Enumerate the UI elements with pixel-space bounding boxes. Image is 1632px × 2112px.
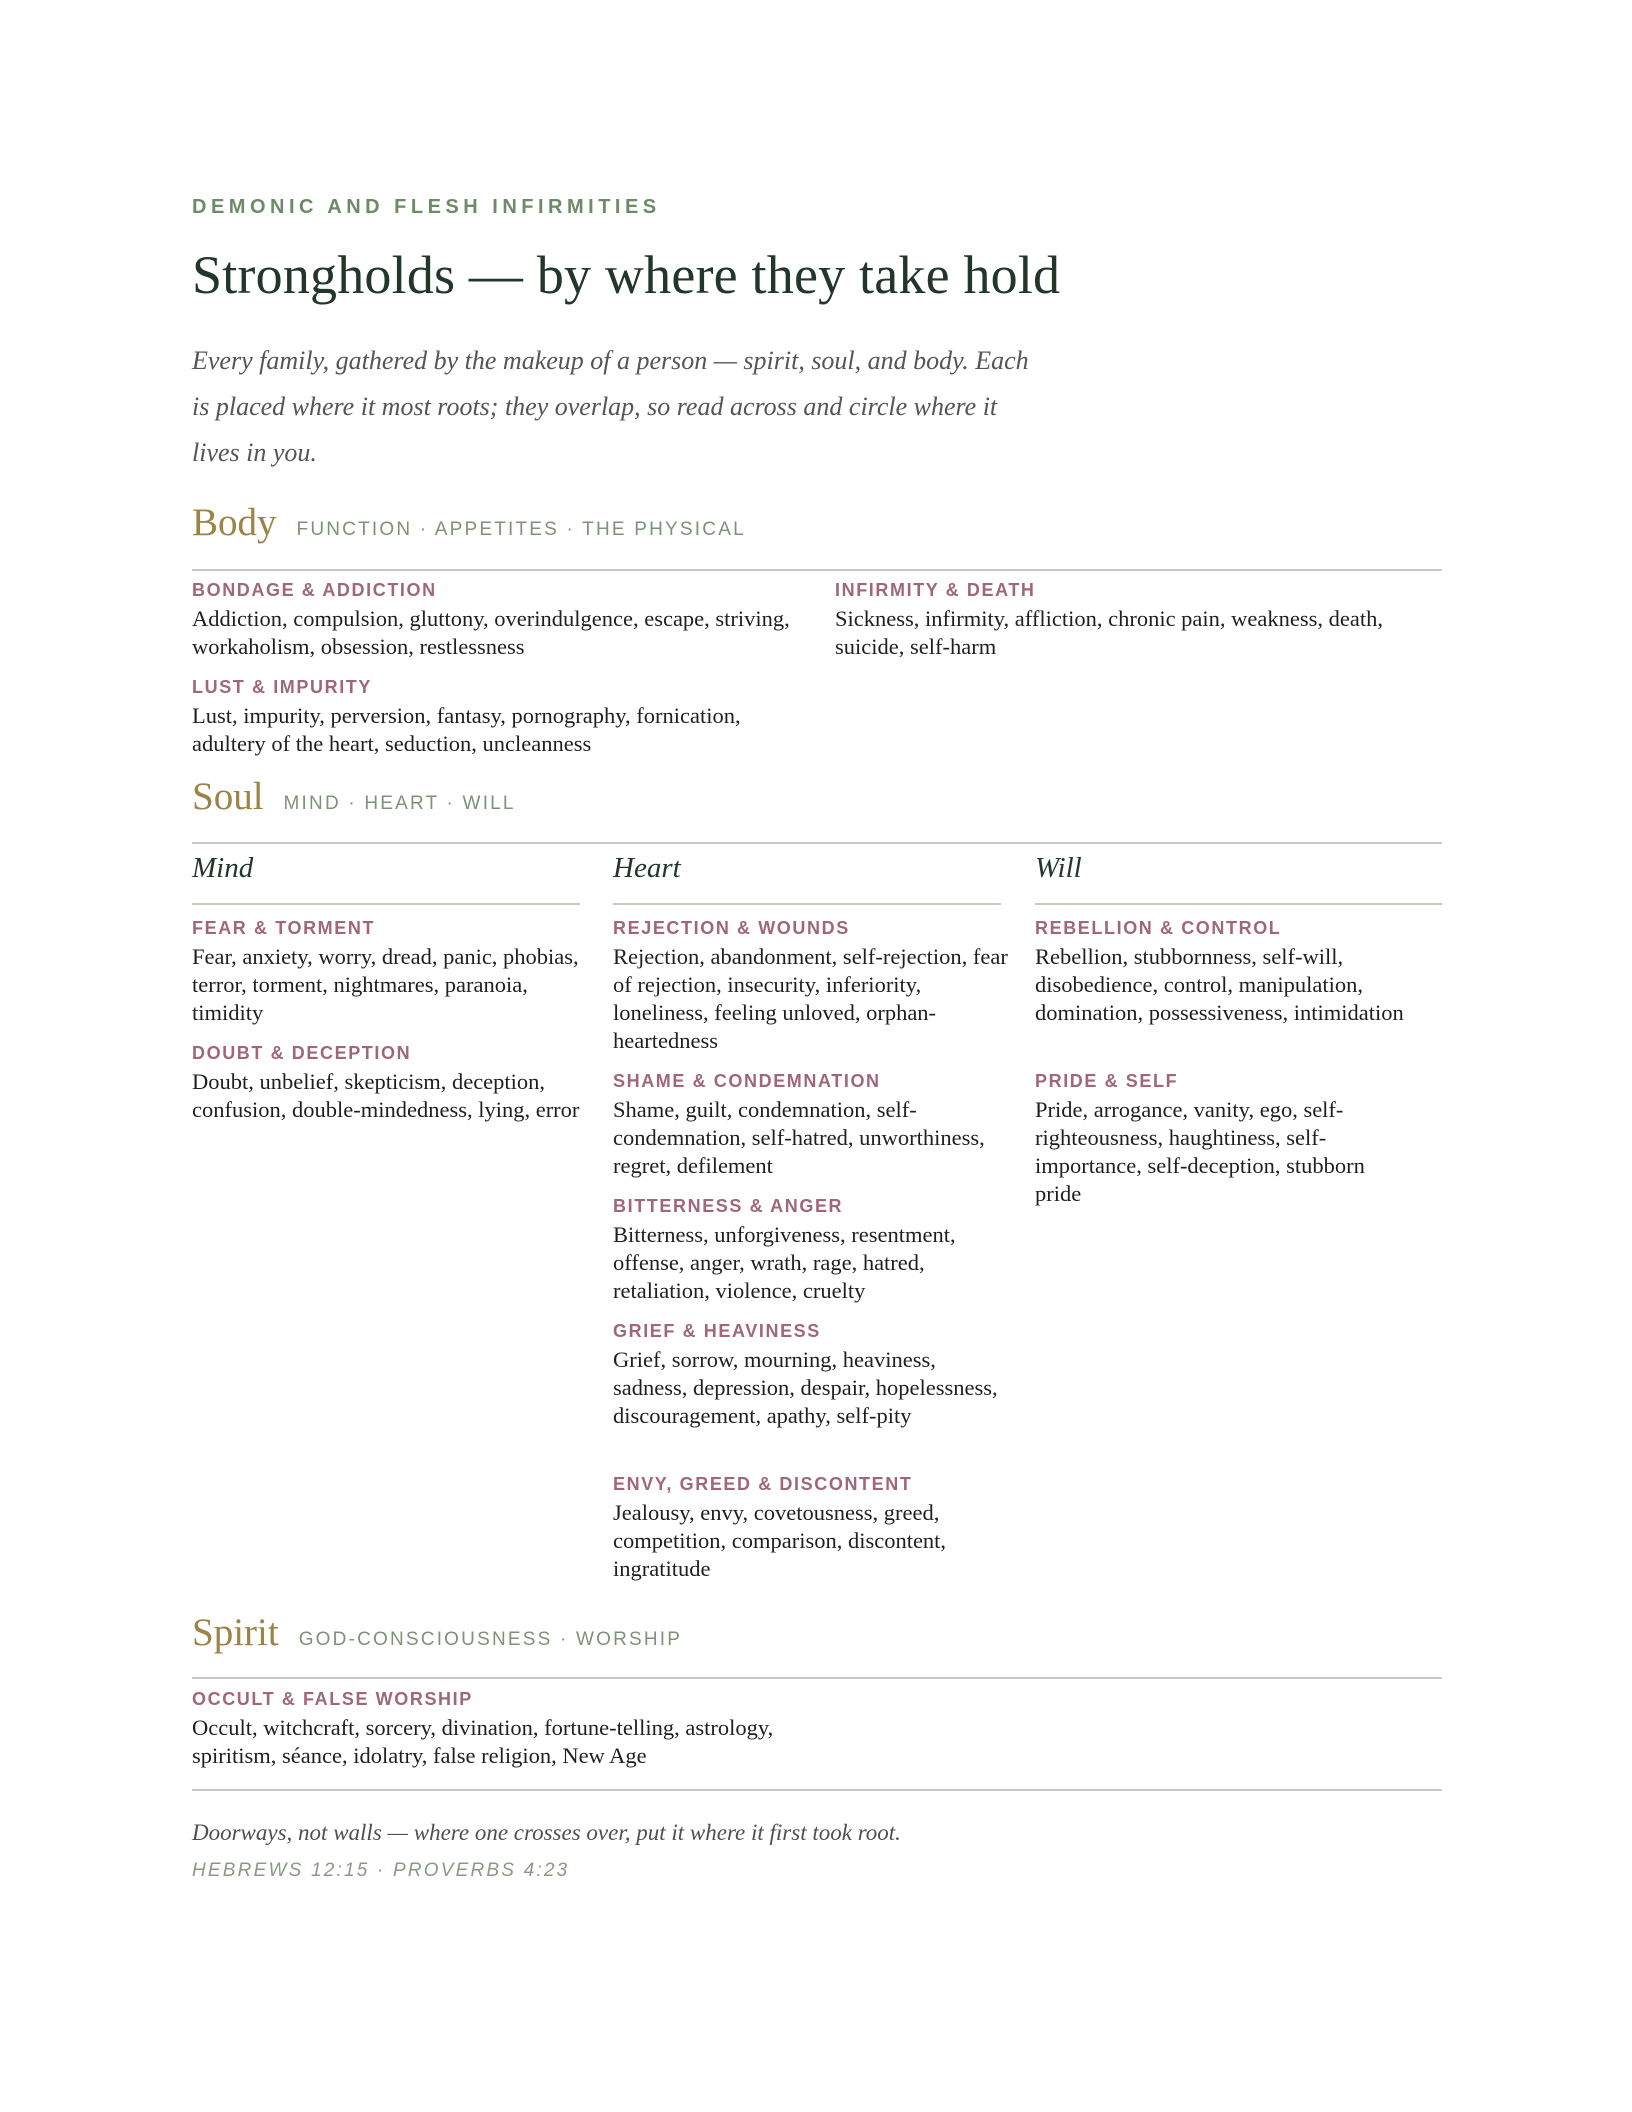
spirit-section-title: Spirit — [192, 1611, 279, 1654]
category-items: Rejection, abandonment, self-rejection, fear of rejection, insecurity, inferiority, loneliness, feeling unloved, orphan-heartedness — [613, 944, 1008, 1053]
soul-divider — [192, 842, 1442, 844]
intro-paragraph: Every family, gathered by the makeup of a person — spirit, soul, and body. Each is placed where it most roots; they overlap, so read across and circle where it lives in you. — [192, 346, 1029, 467]
category-label: DOUBT & DECEPTION — [192, 1043, 412, 1063]
category-label: BONDAGE & ADDICTION — [192, 580, 437, 600]
mind-category-fear — [192, 918, 587, 1027]
body-category-lust — [192, 677, 802, 758]
category-label: OCCULT & FALSE WORSHIP — [192, 1689, 473, 1709]
category-items: Pride, arrogance, vanity, ego, self-righteousness, haughtiness, self-importance, self-deception, stubborn pride — [1035, 1097, 1365, 1206]
spirit-divider — [192, 1677, 1442, 1679]
spirit-section-subtitle: GOD-CONSCIOUSNESS · WORSHIP — [298, 1629, 683, 1650]
footer-divider — [192, 1789, 1442, 1791]
mind-category-doubt — [192, 1043, 592, 1124]
body-section-header — [192, 500, 1442, 545]
category-label: LUST & IMPURITY — [192, 677, 372, 697]
soul-section-header — [192, 774, 1442, 819]
category-label: REBELLION & CONTROL — [1035, 918, 1282, 938]
category-items: Shame, guilt, condemnation, self-condemnation, self-hatred, unworthiness, regret, defilement — [613, 1097, 985, 1178]
heart-category-shame — [613, 1071, 1013, 1180]
soul-section-subtitle: MIND · HEART · WILL — [283, 793, 516, 814]
body-section-subtitle: FUNCTION · APPETITES · THE PHYSICAL — [296, 519, 746, 540]
category-items: Lust, impurity, perversion, fantasy, pornography, fornication, adultery of the heart, seduction, uncleanness — [192, 703, 741, 756]
category-items: Occult, witchcraft, sorcery, divination, fortune-telling, astrology, spiritism, séance, idolatry, false religion, New Age — [192, 1715, 774, 1768]
category-label: INFIRMITY & DEATH — [835, 580, 1036, 600]
category-items: Fear, anxiety, worry, dread, panic, phobias, terror, torment, nightmares, paranoia, timidity — [192, 944, 579, 1025]
category-items: Rebellion, stubbornness, self-will, disobedience, control, manipulation, domination, possessiveness, intimidation — [1035, 944, 1404, 1025]
category-label: GRIEF & HEAVINESS — [613, 1321, 821, 1341]
soul-section-title: Soul — [192, 775, 264, 818]
category-items: Bitterness, unforgiveness, resentment, offense, anger, wrath, rage, hatred, retaliation, violence, cruelty — [613, 1222, 956, 1303]
spirit-category-occult — [192, 1689, 792, 1770]
body-divider — [192, 569, 1442, 571]
will-category-rebellion — [1035, 918, 1435, 1027]
body-category-infirmity — [835, 580, 1445, 661]
category-label: PRIDE & SELF — [1035, 1071, 1179, 1091]
category-items: Grief, sorrow, mourning, heaviness, sadness, depression, despair, hopelessness, discouragement, apathy, self-pity — [613, 1347, 998, 1428]
category-label: SHAME & CONDEMNATION — [613, 1071, 881, 1091]
heart-category-rejection — [613, 918, 1013, 1055]
will-category-pride — [1035, 1071, 1415, 1208]
body-category-bondage — [192, 580, 792, 661]
body-section-title: Body — [192, 501, 277, 544]
category-label: BITTERNESS & ANGER — [613, 1196, 844, 1216]
spirit-section-header — [192, 1610, 1442, 1655]
heart-category-envy — [613, 1474, 1013, 1583]
category-items: Addiction, compulsion, gluttony, overindulgence, escape, striving, workaholism, obsession, restlessness — [192, 606, 790, 659]
footer-quote: Doorways, not walls — where one crosses over, put it where it first took root. — [192, 1820, 901, 1845]
category-label: REJECTION & WOUNDS — [613, 918, 850, 938]
category-label: ENVY, GREED & DISCONTENT — [613, 1474, 913, 1494]
column-divider-mind — [192, 903, 580, 905]
scripture-reference: HEBREWS 12:15 · PROVERBS 4:23 — [192, 1860, 570, 1881]
page-title: Strongholds — by where they take hold — [192, 245, 1061, 305]
category-items: Sickness, infirmity, affliction, chronic pain, weakness, death, suicide, self-harm — [835, 606, 1383, 659]
column-title-heart: Heart — [613, 852, 681, 884]
column-divider-heart — [613, 903, 1001, 905]
column-title-mind: Mind — [192, 852, 254, 884]
heart-category-bitterness — [613, 1196, 1013, 1305]
category-items: Doubt, unbelief, skepticism, deception, confusion, double-mindedness, lying, error — [192, 1069, 580, 1122]
column-divider-will — [1035, 903, 1442, 905]
heart-category-grief — [613, 1321, 1013, 1430]
eyebrow-label: DEMONIC AND FLESH INFIRMITIES — [192, 196, 661, 218]
category-items: Jealousy, envy, covetousness, greed, competition, comparison, discontent, ingratitude — [613, 1500, 947, 1581]
column-title-will: Will — [1035, 852, 1082, 884]
category-label: FEAR & TORMENT — [192, 918, 376, 938]
